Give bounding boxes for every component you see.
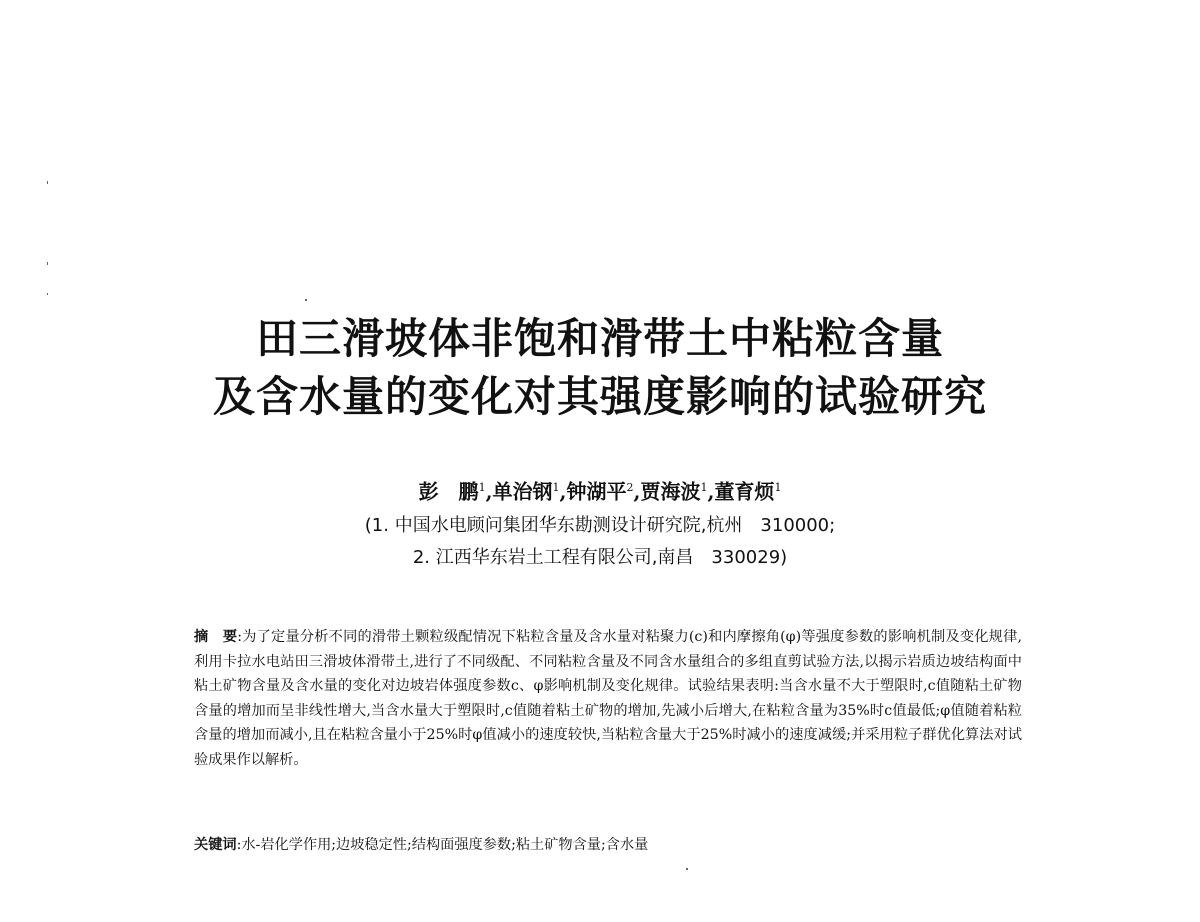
author-name: 钟湖平 — [566, 479, 627, 504]
author-affiliation-mark: 2 — [626, 481, 634, 494]
author-name: 彭 鹏 — [418, 479, 479, 504]
author-name: 单治钢 — [492, 479, 553, 504]
keywords-text: :水-岩化学作用;边坡稳定性;结构面强度参数;粘土矿物含量;含水量 — [236, 837, 649, 853]
scan-speck — [305, 299, 307, 301]
keywords — [194, 833, 1022, 857]
abstract — [194, 625, 1022, 772]
author-affiliation-mark: 1 — [552, 481, 560, 494]
author-affiliation-mark: 1 — [700, 481, 708, 494]
affiliation-line-2: 2. 江西华东岩土工程有限公司,南昌 330029) — [412, 547, 788, 568]
author-affiliation-mark: 1 — [478, 481, 486, 494]
author-name: 董育烦 — [714, 479, 775, 504]
affiliations — [0, 510, 1200, 574]
title-line-2: 及含水量的变化对其强度影响的试验研究 — [212, 372, 987, 421]
scan-speck — [47, 181, 48, 184]
author-affiliation-mark: 1 — [774, 481, 782, 494]
keywords-label: 关键词 — [194, 837, 237, 853]
abstract-label: 摘 要 — [194, 629, 238, 645]
abstract-text: :为了定量分析不同的滑带土颗粒级配情况下粘粒含量及含水量对粘聚力(c)和内摩擦角(φ)等强度参数的影响机制及变化规律,利用卡拉水电站田三滑坡体滑带土,进行了不同级配、不同粘粒含量及不同含水量组合的多组直剪试验方法,以揭示岩质边坡结构面中粘土矿物含量及含水量的变化对边坡岩体强度参数c、φ影响机制及变化规律。试验结果表明:当含水量不大于塑限时,c值随粘土矿物含量的增加而呈非线性增大,当含水量大于塑限时,c值随着粘土矿物的增加,先减小后增大,在粘粒含量为35%时c值最低;φ值随着粘粒含量的增加而减小,且在粘粒含量小于25%时φ值减小的速度较快,当粘粒含量大于25%时减小的速度减缓;并采用粒子群优化算法对试验成果作以解析。 — [194, 629, 1022, 768]
scan-speck — [47, 262, 48, 265]
author-list: 彭 鹏$^1$,单治钢$^1$,钟湖平$^2$,贾海波$^1$,董育烦$^1$ — [418, 479, 782, 504]
title-line-1: 田三滑坡体非饱和滑带土中粘粒含量 — [255, 314, 944, 363]
author-name: 贾海波 — [640, 479, 701, 504]
paper-title — [0, 310, 1200, 426]
affiliation-line-1: (1. 中国水电顾问集团华东勘测设计研究院,杭州 310000; — [364, 515, 836, 536]
scan-speck — [686, 868, 688, 870]
scan-speck — [47, 293, 48, 295]
